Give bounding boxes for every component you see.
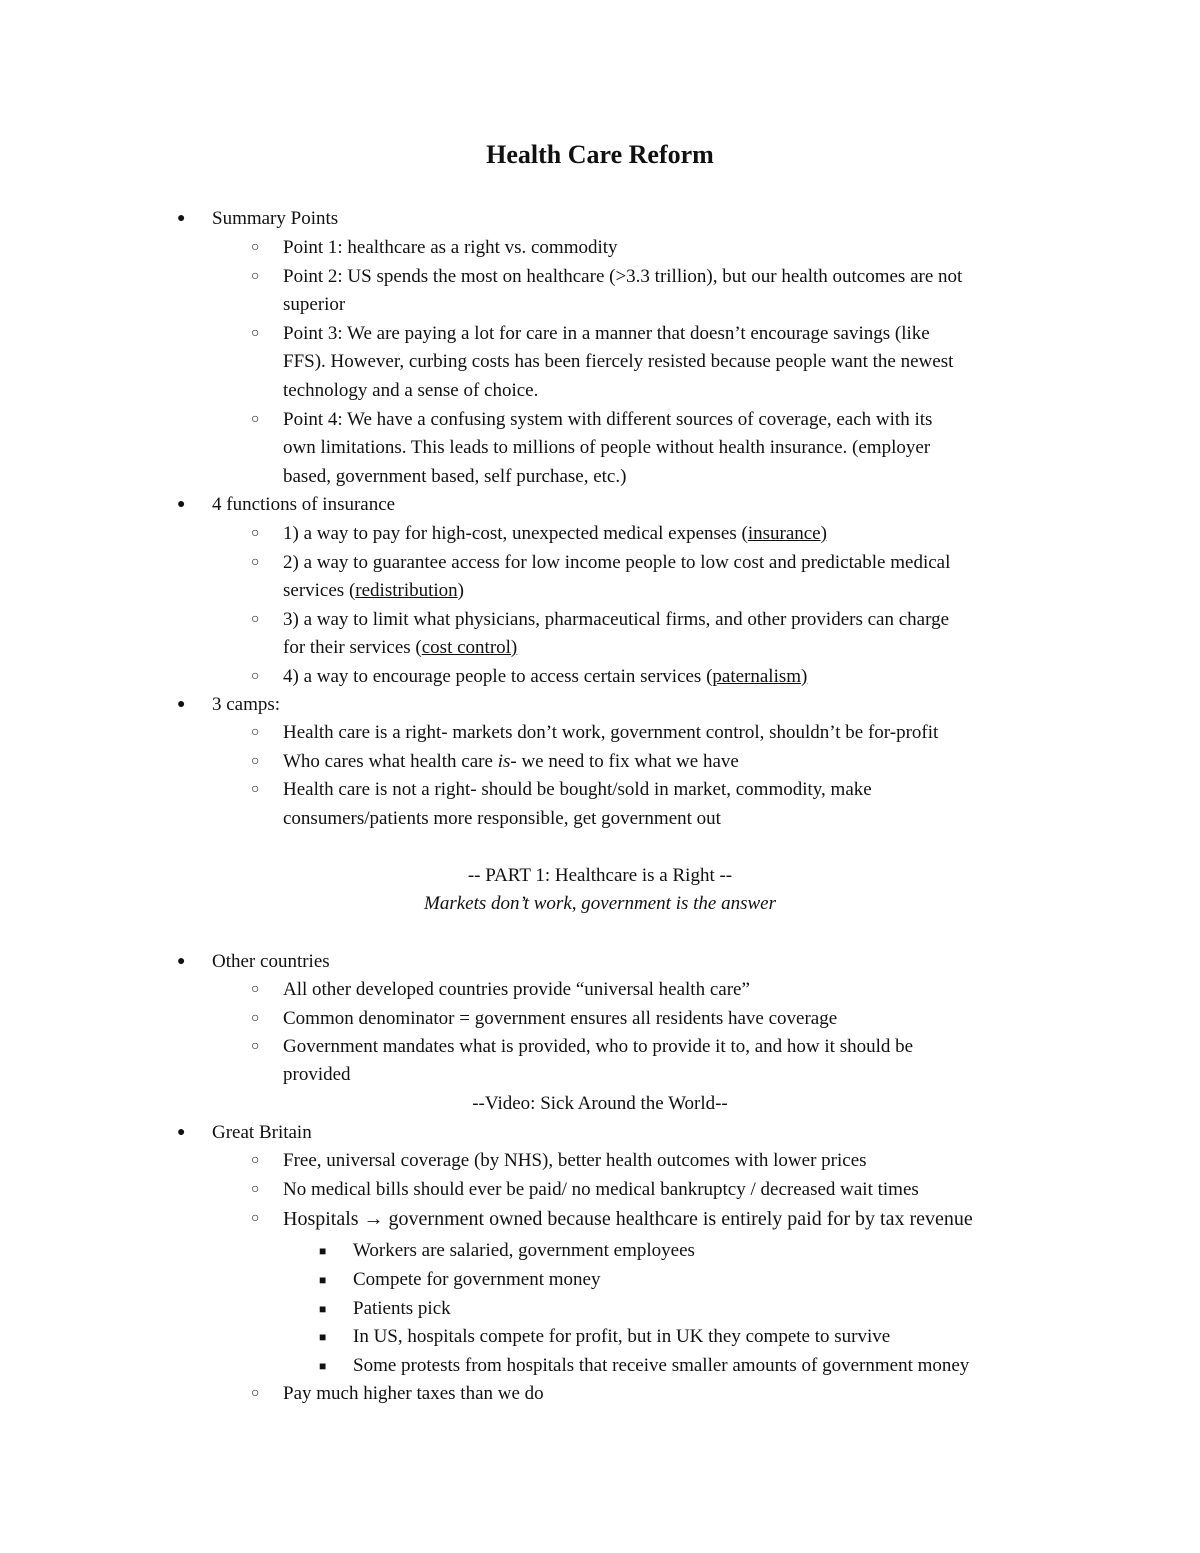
great-britain-sub-5: Some protests from hospitals that receive smaller amounts of government money xyxy=(353,1355,970,1376)
bullet-circle: ○ xyxy=(251,412,260,427)
summary-heading: Summary Points xyxy=(212,208,339,229)
function-1-text: 1) a way to pay for high-cost, unexpected medical expenses ( xyxy=(283,523,748,544)
great-britain-sub-2: Compete for government money xyxy=(353,1269,601,1290)
bullet-circle: ○ xyxy=(251,1011,260,1026)
function-2-pre: services ( xyxy=(283,580,356,601)
summary-point-2: Point 2: US spends the most on healthcare (>3.3 trillion), but our health outcomes are not xyxy=(283,266,963,287)
bullet-square: ■ xyxy=(319,1359,327,1373)
camp-3: Health care is not a right- should be bought/sold in market, commodity, make xyxy=(283,779,872,800)
bullet-circle: ○ xyxy=(251,326,260,341)
part-heading: -- PART 1: Healthcare is a Right -- xyxy=(467,865,733,886)
bullet-circle: ○ xyxy=(251,1182,260,1197)
functions-heading: 4 functions of insurance xyxy=(212,494,396,515)
great-britain-sub-1: Workers are salaried, government employees xyxy=(353,1240,695,1261)
summary-point-1: Point 1: healthcare as a right vs. commodity xyxy=(283,237,618,258)
bullet-dot: ● xyxy=(177,1125,186,1140)
bullet-square: ■ xyxy=(319,1330,327,1344)
great-britain-2: No medical bills should ever be paid/ no medical bankruptcy / decreased wait times xyxy=(283,1179,919,1200)
bullet-circle: ○ xyxy=(251,1386,260,1401)
function-1-term: insurance) xyxy=(747,523,827,544)
great-britain-heading: Great Britain xyxy=(212,1122,312,1143)
summary-point-4-cont: based, government based, self purchase, etc.) xyxy=(283,466,627,487)
bullet-circle: ○ xyxy=(251,1153,260,1168)
great-britain-sub-3: Patients pick xyxy=(353,1298,451,1319)
great-britain-sub-4: In US, hospitals compete for profit, but in UK they compete to survive xyxy=(353,1326,891,1347)
summary-point-2-cont: superior xyxy=(283,294,346,315)
camp-2 xyxy=(283,751,739,773)
part-subheading: Markets don’t work, government is the answer xyxy=(424,893,776,914)
function-2-term: redistribution xyxy=(355,580,458,601)
summary-point-3-cont: FFS). However, curbing costs has been fiercely resisted because people want the newest xyxy=(283,351,954,372)
camp-2-post: - we need to fix what we have xyxy=(510,751,739,772)
great-britain-3: Hospitals → government owned because healthcare is entirely paid for by tax revenue xyxy=(283,1208,973,1230)
bullet-dot: ● xyxy=(177,211,186,226)
function-2-post: ) xyxy=(457,580,464,601)
camp-1: Health care is a right- markets don’t work, government control, shouldn’t be for-profit xyxy=(283,722,939,743)
great-britain-4: Pay much higher taxes than we do xyxy=(283,1383,544,1404)
bullet-circle: ○ xyxy=(251,269,260,284)
bullet-circle: ○ xyxy=(251,669,260,684)
bullet-circle: ○ xyxy=(251,1211,260,1226)
other-countries-2: Common denominator = government ensures all residents have coverage xyxy=(283,1008,838,1029)
other-countries-heading: Other countries xyxy=(212,951,330,972)
bullet-dot: ● xyxy=(177,497,186,512)
summary-point-3: Point 3: We are paying a lot for care in a manner that doesn’t encourage savings (like xyxy=(283,323,930,344)
great-britain-1: Free, universal coverage (by NHS), better health outcomes with lower prices xyxy=(283,1150,867,1171)
function-4-pre: 4) a way to encourage people to access certain services ( xyxy=(283,666,713,687)
camps-heading: 3 camps: xyxy=(212,694,281,715)
bullet-circle: ○ xyxy=(251,240,260,255)
bullet-square: ■ xyxy=(319,1273,327,1287)
bullet-circle: ○ xyxy=(251,612,260,627)
bullet-dot: ● xyxy=(177,954,186,969)
function-4-term: paternalism) xyxy=(712,666,808,687)
summary-point-3-cont: technology and a sense of choice. xyxy=(283,380,539,401)
bullet-circle: ○ xyxy=(251,782,260,797)
other-countries-1: All other developed countries provide “universal health care” xyxy=(283,979,750,1000)
bullet-circle: ○ xyxy=(251,1039,260,1054)
bullet-circle: ○ xyxy=(251,982,260,997)
bullet-circle: ○ xyxy=(251,725,260,740)
camp-3-cont: consumers/patients more responsible, get government out xyxy=(283,808,721,829)
function-3-term: cost control) xyxy=(421,637,518,658)
bullet-square: ■ xyxy=(319,1302,327,1316)
function-3: 3) a way to limit what physicians, pharmaceutical firms, and other providers can charge xyxy=(283,609,950,630)
bullet-circle: ○ xyxy=(251,754,260,769)
function-1 xyxy=(283,523,827,545)
bullet-square: ■ xyxy=(319,1244,327,1258)
function-4 xyxy=(283,666,807,688)
other-countries-3-cont: provided xyxy=(283,1064,351,1085)
summary-point-4: Point 4: We have a confusing system with different sources of coverage, each with its xyxy=(283,409,933,430)
function-3-cont xyxy=(283,637,517,659)
bullet-dot: ● xyxy=(177,697,186,712)
other-countries-3: Government mandates what is provided, who to provide it to, and how it should be xyxy=(283,1036,914,1057)
bullet-circle: ○ xyxy=(251,555,260,570)
function-2-cont xyxy=(283,580,464,602)
function-2: 2) a way to guarantee access for low income people to low cost and predictable medical xyxy=(283,552,951,573)
document-title: Health Care Reform xyxy=(486,140,714,169)
video-heading: --Video: Sick Around the World-- xyxy=(472,1093,728,1114)
bullet-circle: ○ xyxy=(251,526,260,541)
summary-point-4-cont: own limitations. This leads to millions of people without health insurance. (employer xyxy=(283,437,931,458)
function-3-pre: for their services ( xyxy=(283,637,422,658)
camp-2-emphasis: is xyxy=(497,751,511,772)
camp-2-pre: Who cares what health care xyxy=(283,751,498,772)
